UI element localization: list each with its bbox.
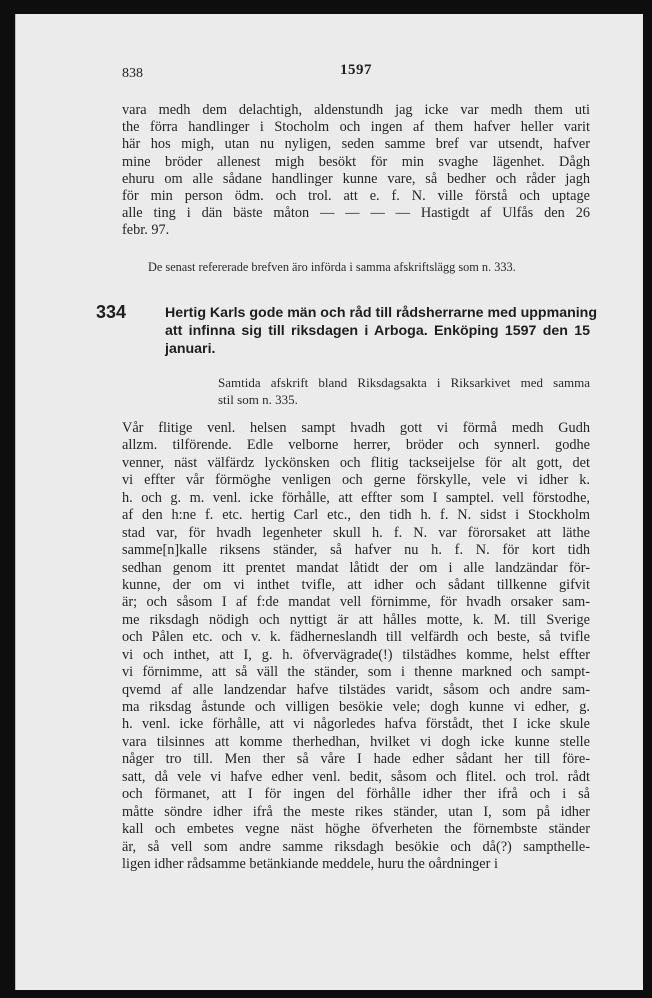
text-line: qvemd af alle landzendar hafve tilstädes varidt, såsom och andre sam- <box>122 681 590 698</box>
text-line: Vår flitige venl. helsen sampt hvadh gott vi förmå medh Gudh <box>122 420 590 436</box>
text-line: kunne, der om vi inthet tvifle, att idher och sådant tillkenne gifvit <box>122 576 590 593</box>
text-line: vi effter vår förmöghe venligen och gerne förskylle, vele vi idher k. <box>122 472 590 489</box>
text-line: the förra handlinger i Stocholm och ingen af them hafver heller varit <box>122 119 590 136</box>
text-line: kall och embetes vegne näst höghe öfverheten the förnembste ständer <box>122 821 590 838</box>
text-line: ma riksdag åstunde och villigen besökie vele; dogh kunne vi edher, g. <box>122 699 590 715</box>
text-line: ligen idher rådsamme betänkiande meddele, huru the oårdninger i <box>122 855 498 872</box>
title-line: januari. <box>165 340 216 357</box>
document-number: 334 <box>96 302 127 322</box>
text-line: här hos migh, utan nu nyligen, seden samme bref var utsendt, hafver <box>122 136 590 153</box>
title-line: att infinna sig till riksdagen i Arboga. Enköping 1597 den 15 <box>165 322 590 339</box>
year-heading: 1597 <box>340 62 372 78</box>
text-line: någer tro till. Men ther så våre I hade edher sådant her till före- <box>122 751 590 768</box>
text-line: satt, då vele vi hafve edher venl. bedit, såsom och flitel. och trol. rådt <box>122 768 590 785</box>
running-header <box>122 62 590 84</box>
text-line: alle ting i dän bäste måton — — — — Hastigdt af Ulfås den 26 <box>122 205 590 222</box>
text-line: och förmanet, att I för ingen del förhålle idher ther ifrå och i så <box>122 786 590 803</box>
text-line: vi och inthet, att I, g. h. öfvervägrade(!) tilstädhes komme, helst effter <box>122 646 590 663</box>
text-line: allzm. tilförende. Edle velborne herrer, bröder och synnerl. godhe <box>122 437 590 454</box>
text-line: af den h:ne f. etc. hertig Carl etc., den tidh h. f. N. sidst i Stockholm <box>122 507 590 524</box>
source-line: stil som n. 335. <box>218 391 298 407</box>
text-line: vi förnimme, att så väll the ständer, som i thenne markned och sampt- <box>122 664 590 681</box>
text-line: och Pålen etc. och v. k. fädherneslandh till velfärdh och beste, så tvifle <box>122 629 590 646</box>
text-line: samme[n]kalle riksens ständer, så hafver nu h. f. N. för kort tidh <box>122 542 590 559</box>
text-line: är, så vell som andre samme riksdagh besökie och då(?) sampthelle- <box>122 838 590 855</box>
text-line: för min person ödm. och trol. att e. f. N. ville förstå och uptage <box>122 187 590 204</box>
text-line: vara tilsinnes att komme therhedhan, hvilket vi dogh icke kunne stelle <box>122 733 590 750</box>
reference-note: De senast refererade brefven äro införda i samma afskriftslägg som n. 333. <box>148 260 516 274</box>
document-body-text <box>122 420 590 873</box>
text-line: sedhan genom itt prentet mandat låtidt der om i alle landzändar för- <box>122 559 590 576</box>
text-line: febr. 97. <box>122 222 170 239</box>
text-line: stad var, för hvadh legenheter skull h. f. N. var förorsaket att läthe <box>122 524 590 541</box>
text-line: h. venl. icke förhålle, att vi någorledes hafva förstådt, thet I icke skule <box>122 716 590 733</box>
text-line: venner, näst välfärdz lyckönsken och flitig tackseijelse för alt gott, det <box>122 454 590 471</box>
source-note <box>218 375 590 408</box>
preceding-letter-text <box>122 102 590 240</box>
document-title <box>165 305 598 358</box>
text-line: h. och g. m. venl. icke förhålle, att effter som I samptel. vell förstodhe, <box>122 489 590 506</box>
text-line: mine bröder allenest migh besökt för min svaghe lägenhet. Dågh <box>122 153 590 170</box>
page-number: 838 <box>122 66 143 81</box>
title-line: Hertig Karls gode män och råd till rådsherrarne med uppmaning <box>165 305 598 321</box>
text-line: måtte söndre idher ifrå the meste rikes ständer, utan I, som på idher <box>122 803 590 820</box>
source-line: Samtida afskrift bland Riksdagsakta i Riksarkivet med samma <box>218 375 590 390</box>
text-line: me riksdagh nödigh och nyttigt är att hålles motte, k. M. till Sverige <box>122 611 590 628</box>
text-line: ehuru om alle sådane handlinger kunne vare, så bedher och råder jagh <box>122 170 590 187</box>
text-line: vara medh dem delachtigh, aldenstundh jag icke var medh them uti <box>122 102 590 118</box>
text-line: är; och såsom I af f:de mandat vell förnimme, för hvadh orsaker sam- <box>122 594 590 611</box>
